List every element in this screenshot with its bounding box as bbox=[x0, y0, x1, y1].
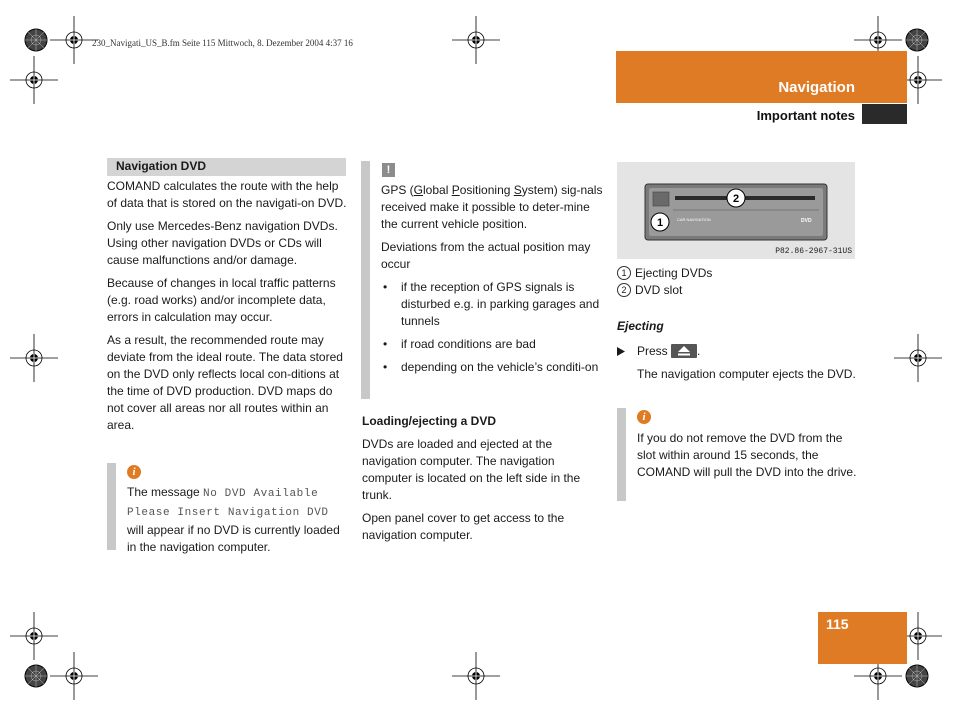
text: ystem bbox=[521, 183, 554, 197]
info-icon: i bbox=[127, 465, 141, 479]
paragraph: As a result, the recommended route may deviate from the ideal route. The data stored on the DVD only reflects local con-ditions at the time of DVD production. DVD maps do not cover all areas nor all routes within an area. bbox=[107, 333, 343, 432]
dvd-drive-illustration bbox=[617, 162, 855, 259]
legend-text: Ejecting DVDs bbox=[635, 266, 713, 280]
text: ) sig-nals received make it possible to deter-mine the current vehicle position. bbox=[381, 183, 603, 231]
device-label: CAR NAVIGATION bbox=[677, 217, 711, 222]
callout-1: 1 bbox=[656, 217, 664, 229]
legend-number: 1 bbox=[617, 266, 631, 280]
legend-text: DVD slot bbox=[635, 283, 683, 297]
text: ositioning bbox=[459, 183, 514, 197]
paragraph: DVDs are loaded and ejected at the navigation computer. The navigation computer is located on the left side in the trunk. bbox=[362, 437, 581, 502]
warning-icon: ! bbox=[382, 163, 395, 177]
column-3 bbox=[617, 265, 857, 389]
ejecting-heading: Ejecting bbox=[617, 319, 664, 333]
loading-section bbox=[362, 413, 602, 550]
info-text: If you do not remove the DVD from the slot within around 15 seconds, the COMAND will pull the DVD into the drive. bbox=[637, 431, 857, 479]
display-message-line2: Please Insert Navigation DVD bbox=[127, 507, 329, 519]
page-number: 115 bbox=[826, 616, 849, 632]
note-bar bbox=[107, 463, 116, 550]
text: S bbox=[513, 183, 522, 197]
note-bar bbox=[361, 161, 370, 399]
ejects-text: The navigation computer ejects the DVD. bbox=[637, 367, 856, 381]
section-title: Navigation bbox=[778, 79, 855, 96]
step-arrow-icon bbox=[617, 347, 625, 356]
list-item: • if road conditions are bad bbox=[381, 336, 603, 353]
note-prefix: The message bbox=[127, 485, 200, 499]
subsection-marker bbox=[862, 104, 907, 124]
column-2 bbox=[381, 182, 603, 382]
paragraph: Open panel cover to get access to the navigation computer. bbox=[362, 511, 565, 542]
navigation-dvd-heading: Navigation DVD bbox=[116, 159, 207, 173]
dvd-logo: DVD bbox=[801, 218, 812, 224]
press-step bbox=[617, 343, 857, 360]
text: P bbox=[451, 183, 460, 197]
gps-paragraph bbox=[381, 182, 603, 233]
print-meta-line: 230_Navigati_US_B.fm Seite 115 Mittwoch, 8. Dezember 2004 4:37 16 bbox=[92, 38, 353, 48]
note-suffix: will appear if no DVD is currently loaded in the navigation computer. bbox=[127, 523, 340, 554]
photo-code: P82.86-2967-31US bbox=[775, 247, 852, 256]
list-item: • depending on the vehicle’s conditi-on bbox=[381, 359, 603, 376]
loading-heading: Loading/ejecting a DVD bbox=[362, 414, 497, 428]
list-item: • if the reception of GPS signals is disturbed e.g. in parking garages and tunnels bbox=[381, 279, 603, 330]
eject-button-icon bbox=[671, 344, 697, 358]
info-note-no-dvd bbox=[107, 463, 347, 554]
press-label: Press bbox=[637, 344, 668, 358]
paragraph: Only use Mercedes-Benz navigation DVDs. Using other navigation DVDs or CDs will cause malfunctions and/or damage. bbox=[107, 219, 338, 267]
navigation-dvd-heading-bar bbox=[107, 158, 346, 176]
column-1 bbox=[107, 178, 347, 440]
legend-item bbox=[617, 282, 857, 299]
legend-number: 2 bbox=[617, 283, 631, 297]
subsection-title: Important notes bbox=[756, 108, 855, 123]
text: GPS ( bbox=[381, 183, 414, 197]
section-tab bbox=[616, 51, 907, 103]
info-note-dvd-timeout bbox=[617, 408, 857, 501]
paragraph: COMAND calculates the route with the help of data that is stored on the navigati-on DVD. bbox=[107, 179, 347, 210]
paragraph: Because of changes in local traffic patterns (e.g. road works) and/or incomplete data, errors in calculation may occur. bbox=[107, 276, 336, 324]
deviation-causes-list bbox=[381, 279, 603, 376]
text: lobal bbox=[423, 183, 452, 197]
callout-2: 2 bbox=[732, 193, 740, 205]
press-period: . bbox=[697, 344, 701, 358]
legend-item bbox=[617, 265, 857, 282]
note-bar bbox=[617, 408, 626, 501]
display-message-line1: No DVD Available bbox=[203, 488, 319, 500]
deviations-paragraph: Deviations from the actual position may occur bbox=[381, 240, 591, 271]
info-icon: i bbox=[637, 410, 651, 424]
navigation-computer-photo bbox=[617, 162, 855, 259]
text: G bbox=[413, 183, 424, 197]
